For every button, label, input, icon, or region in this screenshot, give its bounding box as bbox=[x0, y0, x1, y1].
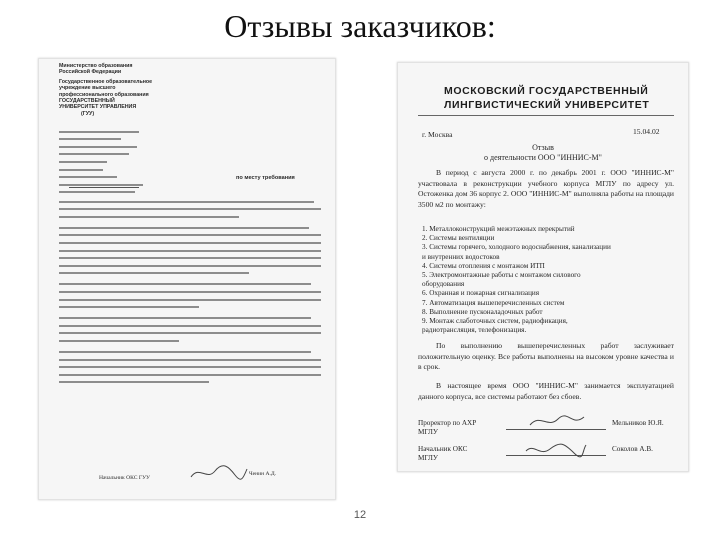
letter-paragraph-3: В настоящее время ООО "ИННИС-М" занимается эксплуатацией данного корпуса, все системы работают без сбоев. bbox=[418, 381, 674, 401]
works-list-item: 7. Автоматизация вышеперечисленных систем bbox=[422, 298, 565, 307]
works-list-item: радиотрансляция, телефонизация. bbox=[422, 326, 527, 335]
university-name-line2: ЛИНГВИСТИЧЕСКИЙ УНИВЕРСИТЕТ bbox=[444, 99, 650, 111]
works-list-item: 2. Системы вентиляции bbox=[422, 234, 495, 243]
signatory-2-name: Соколов А.В. bbox=[612, 445, 653, 453]
works-list bbox=[422, 225, 611, 335]
handwritten-signature bbox=[528, 413, 588, 431]
letter-paragraph-2: По выполнению вышеперечисленных работ заслуживает положительную оценку. Все работы выполнены на высоком уровне качества и в срок. bbox=[418, 341, 674, 372]
signature-name: Ченин А.Д. bbox=[249, 471, 277, 477]
works-list-item: 1. Металлоконструкций межэтажных перекрытий bbox=[422, 225, 575, 233]
letter-city: г. Москва bbox=[422, 130, 453, 139]
signatory-2-role: Начальник ОКС МГЛУ bbox=[418, 445, 468, 463]
signatory-1-name: Мельников Ю.Я. bbox=[612, 419, 664, 427]
header-divider bbox=[418, 115, 674, 116]
right-review-letter bbox=[397, 62, 689, 472]
letter-date: 15.04.02 bbox=[633, 127, 660, 136]
works-list-item: 3. Системы горячего, холодного водоснабжения, канализации bbox=[422, 243, 611, 252]
org-header-line: профессионального образования bbox=[59, 91, 149, 98]
handwritten-signature bbox=[189, 463, 249, 483]
org-header-line: Российской Федерации bbox=[59, 69, 122, 76]
works-list-item: 6. Охранная и пожарная сигнализация bbox=[422, 289, 540, 298]
org-header-line: учреждение высшего bbox=[59, 85, 116, 92]
works-list-item: 9. Монтаж слаботочных систем, радиофикация, bbox=[422, 317, 568, 326]
works-list-item: и внутренних водостоков bbox=[422, 252, 500, 261]
letter-title: Отзыв bbox=[532, 143, 554, 152]
signature-role: Начальник ОКС ГУУ bbox=[99, 475, 151, 481]
org-header-line: Министерство образования bbox=[59, 63, 133, 69]
org-header-line: ГОСУДАРСТВЕННЫЙ bbox=[59, 98, 115, 105]
org-header-line: УНИВЕРСИТЕТ УПРАВЛЕНИЯ bbox=[59, 104, 137, 111]
letter-paragraph-1: В период с августа 2000 г. по декабрь 2001 г. ООО "ИННИС-М" участвовала в реконструкции учебного корпуса МГЛУ по адресу ул. Остоженка дом 36 корпус 2. ООО "ИННИС-М" выполняла работы на площади 3500 м2 по монтажу: bbox=[418, 168, 674, 209]
org-header-line: (ГУУ) bbox=[81, 110, 95, 117]
works-list-item: 8. Выполнение пусконаладочных работ bbox=[422, 307, 543, 316]
left-review-letter bbox=[38, 58, 336, 500]
handwritten-signature bbox=[524, 441, 588, 459]
signatory-1-role: Проректор по АХР МГЛУ bbox=[418, 419, 477, 437]
letter-subtitle: о деятельности ООО "ИННИС-М" bbox=[484, 153, 602, 162]
letter-heading: по месту требования bbox=[236, 175, 295, 181]
reference-number-line bbox=[69, 179, 139, 188]
works-list-item: 4. Системы отопления с монтажом ИТП bbox=[422, 261, 545, 270]
university-name-line1: МОСКОВСКИЙ ГОСУДАРСТВЕННЫЙ bbox=[444, 85, 649, 97]
org-header-line: Государственное образовательное bbox=[59, 78, 153, 85]
slide-title: Отзывы заказчиков: bbox=[224, 8, 496, 44]
page-number: 12 bbox=[353, 509, 367, 521]
letter-body-text bbox=[59, 195, 321, 389]
org-header-block bbox=[59, 63, 152, 117]
works-list-item: 5. Электромонтажные работы с монтажом силового bbox=[422, 271, 581, 280]
works-list-item: оборудования bbox=[422, 280, 465, 289]
